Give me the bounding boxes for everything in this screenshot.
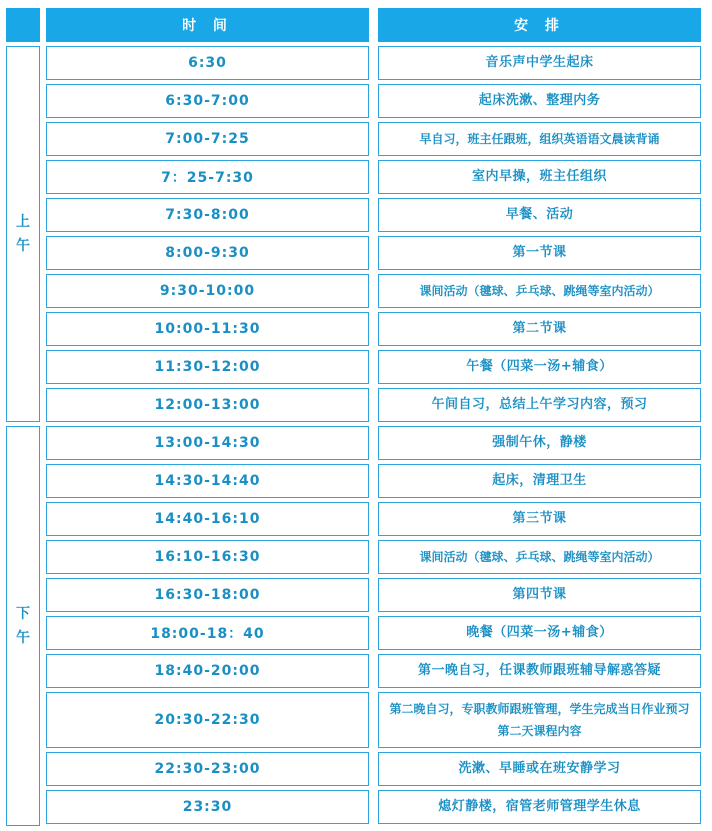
header-time: 时 间 xyxy=(46,8,369,42)
activity-cell: 第二晚自习，专职教师跟班管理，学生完成当日作业预习第二天课程内容 xyxy=(378,692,701,748)
activity-cell: 早自习，班主任跟班，组织英语语文晨读背诵 xyxy=(378,122,701,156)
activity-cell: 洗漱、早睡或在班安静学习 xyxy=(378,752,701,786)
time-cell: 14:40-16:10 xyxy=(46,502,369,536)
activity-cell: 室内早操，班主任组织 xyxy=(378,160,701,194)
activity-cell: 起床，清理卫生 xyxy=(378,464,701,498)
time-cell: 23:30 xyxy=(46,790,369,824)
time-cell: 9:30-10:00 xyxy=(46,274,369,308)
activity-cell: 第四节课 xyxy=(378,578,701,612)
activity-cell: 课间活动（毽球、乒乓球、跳绳等室内活动） xyxy=(378,274,701,308)
time-cell: 18:00-18：40 xyxy=(46,616,369,650)
period-morning-char-1: 上 xyxy=(16,214,30,230)
activity-cell: 音乐声中学生起床 xyxy=(378,46,701,80)
activity-cell: 晚餐（四菜一汤+辅食） xyxy=(378,616,701,650)
time-cell: 7:00-7:25 xyxy=(46,122,369,156)
activity-cell: 起床洗漱、整理内务 xyxy=(378,84,701,118)
time-cell: 14:30-14:40 xyxy=(46,464,369,498)
period-afternoon-char-1: 下 xyxy=(16,606,30,622)
activity-cell: 强制午休，静楼 xyxy=(378,426,701,460)
activity-cell: 课间活动（毽球、乒乓球、跳绳等室内活动） xyxy=(378,540,701,574)
activity-cell: 第三节课 xyxy=(378,502,701,536)
time-cell: 22:30-23:00 xyxy=(46,752,369,786)
period-afternoon-char-2: 午 xyxy=(16,630,30,646)
activity-cell: 熄灯静楼，宿管老师管理学生休息 xyxy=(378,790,701,824)
time-cell: 8:00-9:30 xyxy=(46,236,369,270)
time-cell: 12:00-13:00 xyxy=(46,388,369,422)
time-cell: 6:30-7:00 xyxy=(46,84,369,118)
period-morning-char-2: 午 xyxy=(16,238,30,254)
time-cell: 18:40-20:00 xyxy=(46,654,369,688)
period-afternoon xyxy=(6,426,40,826)
period-morning xyxy=(6,46,40,422)
time-cell: 11:30-12:00 xyxy=(46,350,369,384)
activity-cell: 早餐、活动 xyxy=(378,198,701,232)
activity-cell: 第一晚自习，任课教师跟班辅导解惑答疑 xyxy=(378,654,701,688)
time-cell: 6:30 xyxy=(46,46,369,80)
time-cell: 7：25-7:30 xyxy=(46,160,369,194)
activity-cell: 午餐（四菜一汤+辅食） xyxy=(378,350,701,384)
time-cell: 10:00-11:30 xyxy=(46,312,369,346)
time-cell: 20:30-22:30 xyxy=(46,692,369,748)
header-corner xyxy=(6,8,40,42)
activity-cell: 第一节课 xyxy=(378,236,701,270)
activity-cell: 午间自习，总结上午学习内容，预习 xyxy=(378,388,701,422)
header-plan: 安 排 xyxy=(378,8,701,42)
time-cell: 7:30-8:00 xyxy=(46,198,369,232)
time-cell: 16:30-18:00 xyxy=(46,578,369,612)
activity-cell: 第二节课 xyxy=(378,312,701,346)
time-cell: 13:00-14:30 xyxy=(46,426,369,460)
time-cell: 16:10-16:30 xyxy=(46,540,369,574)
